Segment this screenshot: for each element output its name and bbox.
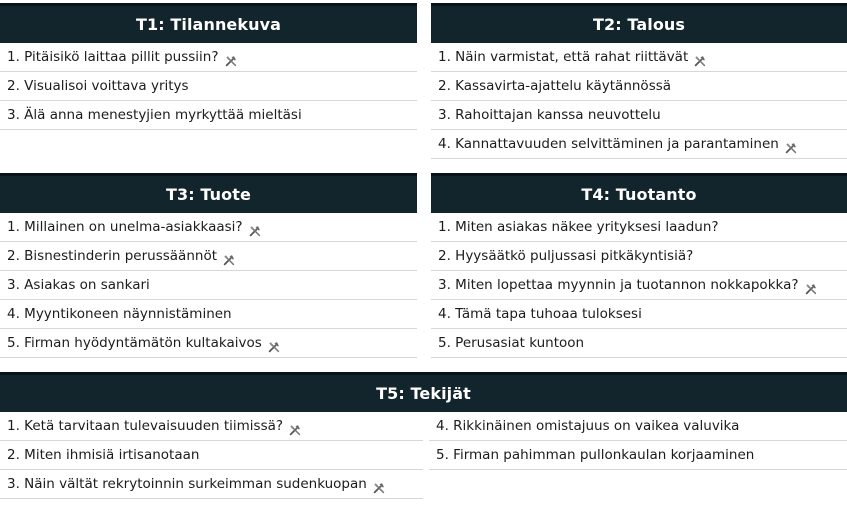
list-item-label: 1. Miten asiakas näkee yrityksesi laadun? (438, 218, 719, 235)
list-item-label: 3. Älä anna menestyjien myrkyttää mieltäsi (7, 106, 302, 123)
section-t5 (0, 372, 847, 499)
list-item-label: 2. Hyysäätkö puljussasi pitkäkyntisiä? (438, 247, 694, 264)
section-t1 (0, 3, 417, 130)
section-t5-columns (0, 412, 847, 499)
section-title: T4: Tuotanto (431, 173, 847, 213)
list-item[interactable] (0, 470, 423, 499)
list-item-label: 1. Pitäisikö laittaa pillit pussiin? (7, 48, 219, 65)
list-item-label: 2. Miten ihmisiä irtisanotaan (7, 446, 200, 463)
list-item-label: 3. Näin vältät rekrytoinnin surkeimman sudenkuopan (7, 475, 367, 492)
list-item-label: 1. Ketä tarvitaan tulevaisuuden tiimissä? (7, 417, 284, 434)
list-item[interactable] (0, 242, 417, 271)
list-item-label: 1. Millainen on unelma-asiakkaasi? (7, 218, 243, 235)
list-item-label: 5. Perusasiat kuntoon (438, 334, 585, 351)
list-item-label: 4. Myyntikoneen näynnistäminen (7, 305, 232, 322)
list-item-label: 4. Rikkinäinen omistajuus on vaikea valuvika (436, 417, 740, 434)
list-item[interactable] (0, 101, 417, 130)
item-list (431, 213, 847, 358)
list-item[interactable] (431, 300, 847, 329)
tools-icon (784, 137, 798, 151)
list-item[interactable] (0, 72, 417, 101)
list-item[interactable] (0, 441, 423, 470)
tools-icon (372, 477, 386, 491)
item-list-left (0, 412, 423, 499)
list-item[interactable] (431, 101, 847, 130)
list-item[interactable] (429, 412, 847, 441)
tools-icon (693, 50, 707, 64)
tools-icon (224, 50, 238, 64)
list-item[interactable] (429, 441, 847, 470)
list-item-label: 1. Näin varmistat, että rahat riittävät (438, 48, 689, 65)
list-item[interactable] (0, 329, 417, 358)
item-list (0, 213, 417, 358)
list-item[interactable] (431, 72, 847, 101)
list-item[interactable] (431, 43, 847, 72)
list-item[interactable] (0, 271, 417, 300)
list-item-label: 2. Visualisoi voittava yritys (7, 77, 189, 94)
list-item-label: 3. Rahoittajan kanssa neuvottelu (438, 106, 661, 123)
list-item-label: 3. Asiakas on sankari (7, 276, 150, 293)
list-item[interactable] (0, 213, 417, 242)
tools-icon (288, 419, 302, 433)
section-t2 (431, 3, 847, 159)
item-list (0, 43, 417, 130)
section-t4 (431, 173, 847, 358)
tools-icon (248, 220, 262, 234)
section-title: T5: Tekijät (0, 372, 847, 412)
list-item[interactable] (431, 242, 847, 271)
tools-icon (804, 278, 818, 292)
list-item[interactable] (0, 412, 423, 441)
section-title: T1: Tilannekuva (0, 3, 417, 43)
list-item-label: 5. Firman pahimman pullonkaulan korjaaminen (436, 446, 755, 463)
list-item-label: 3. Miten lopettaa myynnin ja tuotannon nokkapokka? (438, 276, 799, 293)
section-t3 (0, 173, 417, 358)
tools-icon (267, 336, 281, 350)
section-title: T3: Tuote (0, 173, 417, 213)
list-item-label: 5. Firman hyödyntämätön kultakaivos (7, 334, 262, 351)
item-list-right (429, 412, 847, 499)
list-item[interactable] (431, 271, 847, 300)
list-item[interactable] (431, 329, 847, 358)
list-item-label: 4. Kannattavuuden selvittäminen ja parantaminen (438, 135, 779, 152)
tools-icon (222, 249, 236, 263)
section-title: T2: Talous (431, 3, 847, 43)
list-item-label: 4. Tämä tapa tuhoaa tuloksesi (438, 305, 642, 322)
list-item[interactable] (0, 43, 417, 72)
item-list (431, 43, 847, 159)
list-item[interactable] (431, 130, 847, 159)
list-item[interactable] (0, 300, 417, 329)
list-item-label: 2. Kassavirta-ajattelu käytännössä (438, 77, 672, 94)
list-item-label: 2. Bisnestinderin perussäännöt (7, 247, 217, 264)
list-item[interactable] (431, 213, 847, 242)
